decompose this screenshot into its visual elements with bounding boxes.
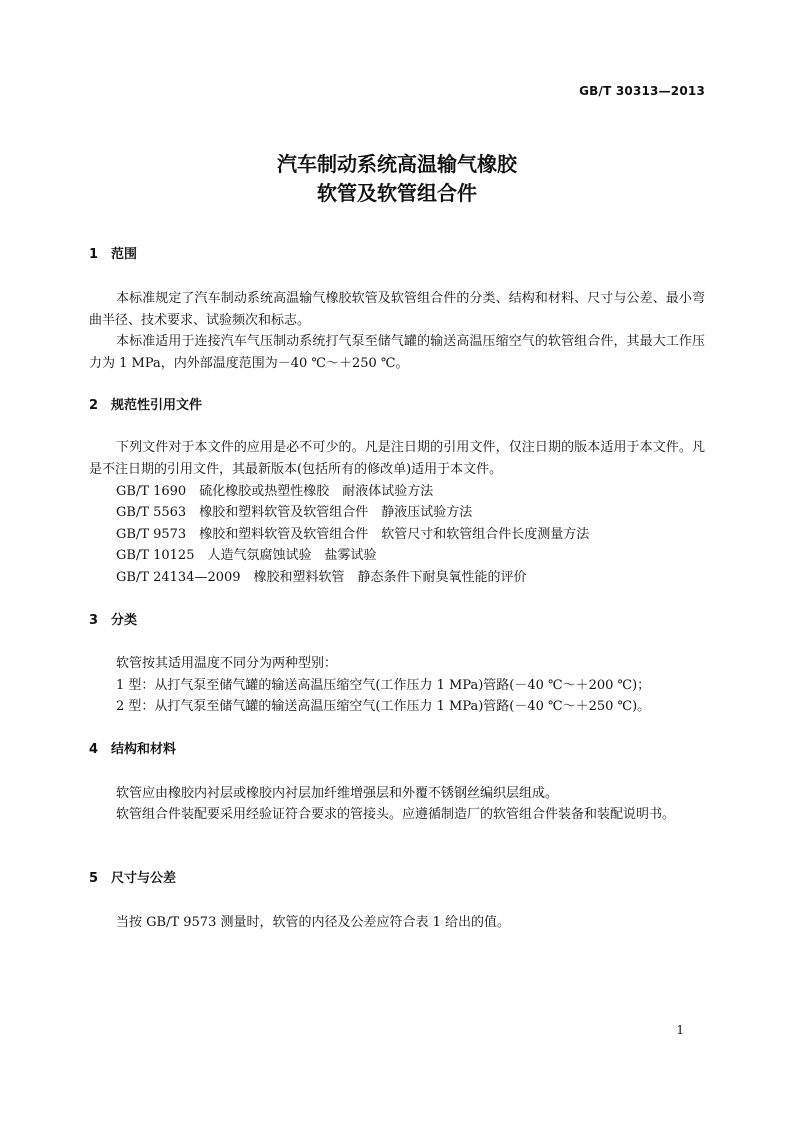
section-number: 2 [89, 398, 99, 413]
standard-code: GB/T 30313—2013 [579, 84, 705, 98]
section-title: 分类 [111, 613, 138, 628]
section-4-heading [89, 741, 176, 759]
section-3-heading [89, 612, 137, 630]
section-number: 5 [89, 871, 99, 886]
reference-item: GB/T 24134—2009 橡胶和塑料软管 静态条件下耐臭氧性能的评价 [116, 570, 527, 585]
section-5-paragraph-1: 当按 GB/T 9573 测量时，软管的内径及公差应符合表 1 给出的值。 [116, 915, 511, 930]
section-3-paragraph-1: 软管按其适用温度不同分为两种型别： [116, 656, 338, 671]
section-number: 4 [89, 742, 99, 757]
section-4-paragraph-2: 软管组合件装配要采用经验证符合要求的管接头。应遵循制造厂的软管组合件装备和装配说明书。 [116, 807, 676, 822]
reference-item: GB/T 5563 橡胶和塑料软管及软管组合件 静液压试验方法 [116, 505, 473, 520]
section-2-heading [89, 397, 202, 415]
section-title: 结构和材料 [111, 742, 177, 757]
title-line-2: 软管及软管组合件 [317, 181, 477, 205]
page-number: 1 [676, 1023, 684, 1037]
section-4-paragraph-1: 软管应由橡胶内衬层或橡胶内衬层加纤维增强层和外覆不锈钢丝编织层组成。 [116, 786, 559, 801]
section-number: 1 [89, 247, 99, 262]
reference-item: GB/T 10125 人造气氛腐蚀试验 盐雾试验 [116, 548, 377, 563]
section-title: 规范性引用文件 [111, 398, 203, 413]
reference-item: GB/T 9573 橡胶和塑料软管及软管组合件 软管尺寸和软管组合件长度测量方法 [116, 527, 590, 542]
document-title [0, 150, 794, 208]
section-title: 范围 [111, 247, 138, 262]
reference-item: GB/T 1690 硫化橡胶或热塑性橡胶 耐液体试验方法 [116, 484, 434, 499]
section-number: 3 [89, 613, 99, 628]
section-1-paragraph-2: 本标准适用于连接汽车气压制动系统打气泵至储气罐的输送高温压缩空气的软管组合件，其最大工作压力为 1 MPa，内外部温度范围为－40 ℃～＋250 ℃。 [89, 334, 705, 371]
section-3-type-1: 1 型：从打气泵至储气罐的输送高温压缩空气(工作压力 1 MPa)管路(－40 ℃～＋200 ℃)； [116, 678, 651, 693]
section-3-type-2: 2 型：从打气泵至储气罐的输送高温压缩空气(工作压力 1 MPa)管路(－40 ℃～＋250 ℃)。 [116, 699, 651, 714]
title-line-1: 汽车制动系统高温输气橡胶 [277, 152, 517, 176]
section-1-paragraph-1: 本标准规定了汽车制动系统高温输气橡胶软管及软管组合件的分类、结构和材料、尺寸与公差、最小弯曲半径、技术要求、试验频次和标志。 [89, 291, 705, 328]
section-1-heading [89, 246, 137, 264]
section-5-heading [89, 870, 176, 888]
section-2-intro: 下列文件对于本文件的应用是必不可少的。凡是注日期的引用文件，仅注日期的版本适用于本文件。凡是不注日期的引用文件，其最新版本(包括所有的修改单)适用于本文件。 [89, 440, 705, 477]
section-title: 尺寸与公差 [111, 871, 177, 886]
